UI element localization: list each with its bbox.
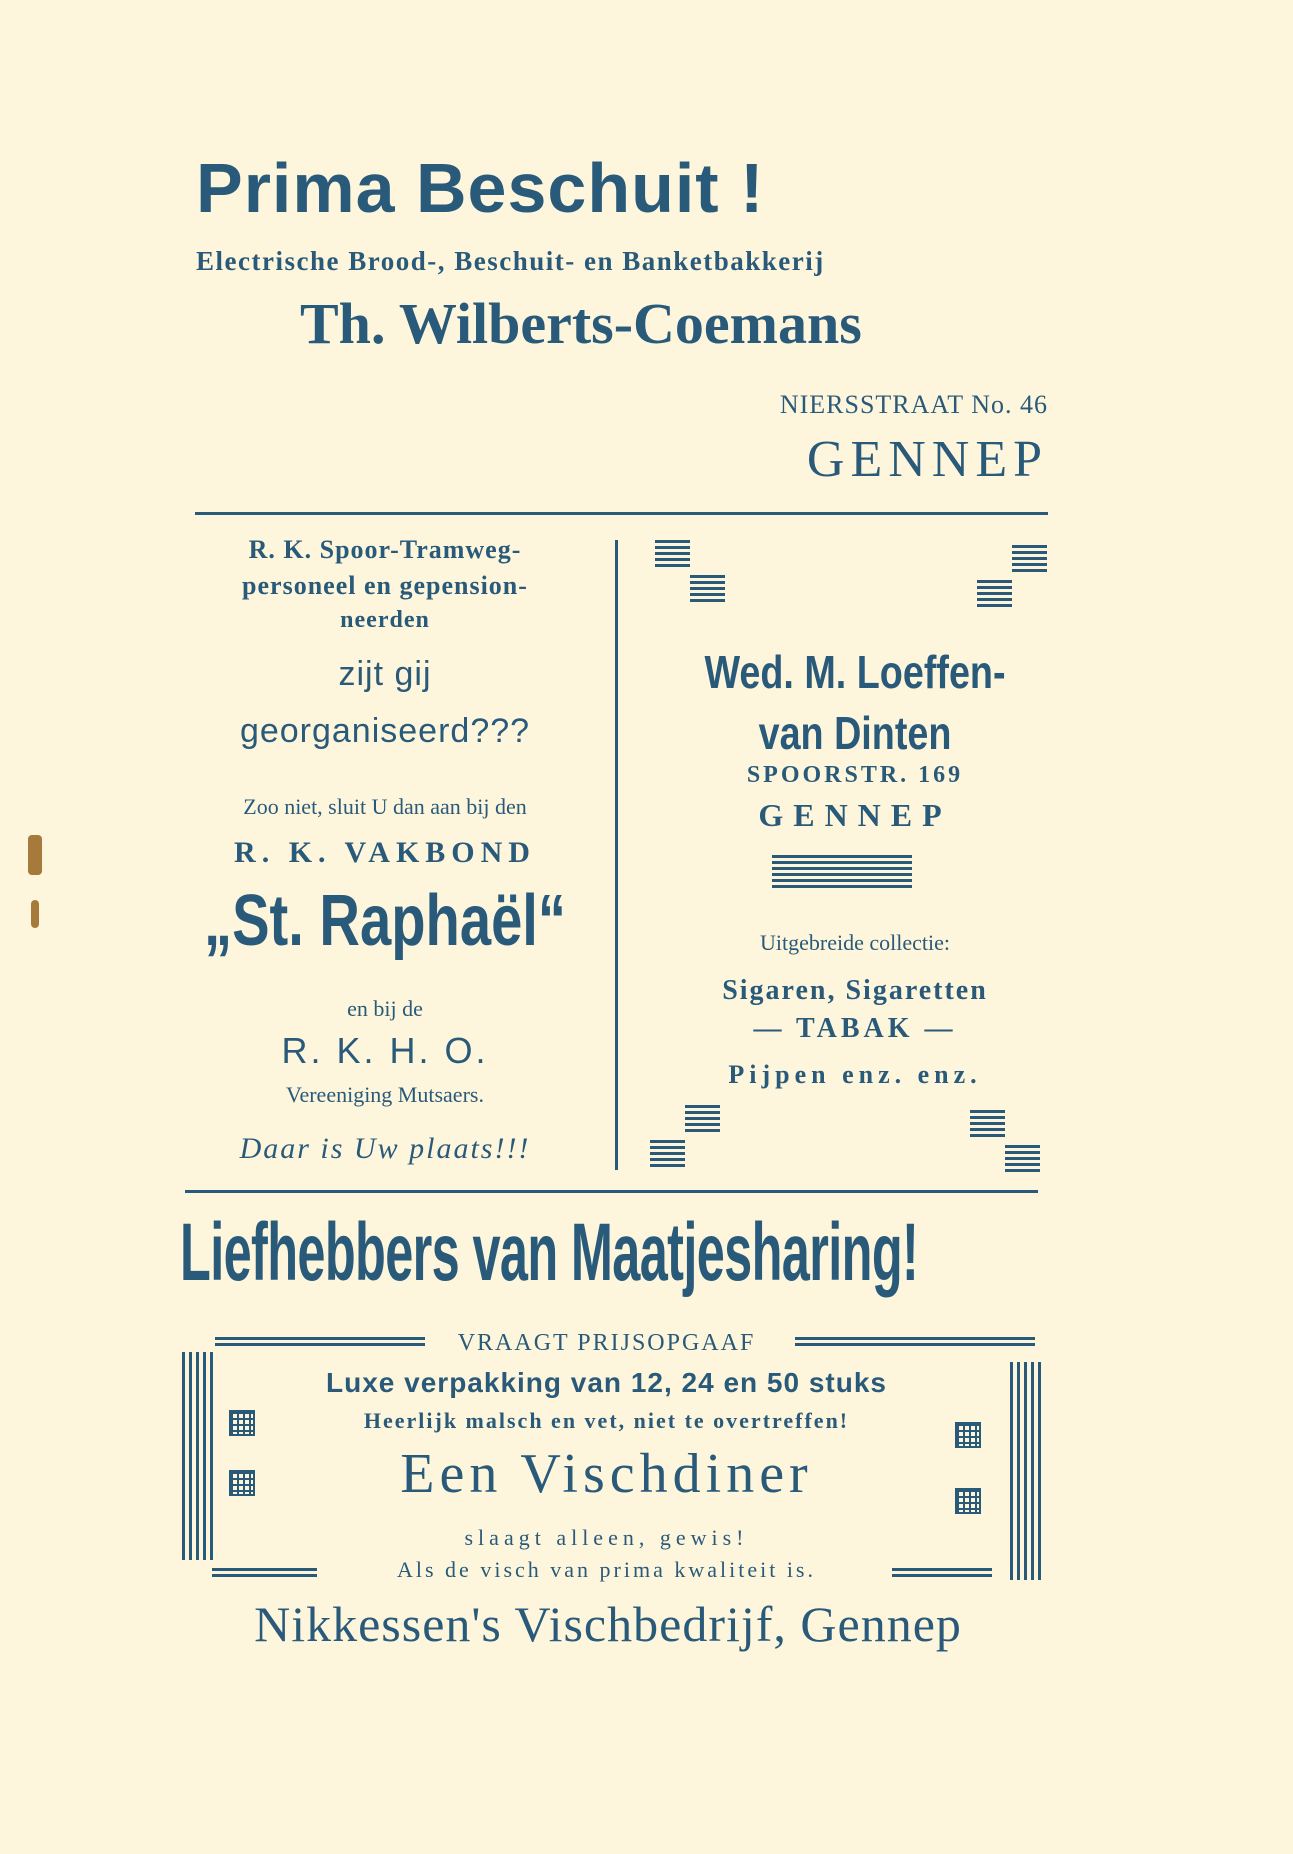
ad4-line6: Als de visch van prima kwaliteit is. (397, 1557, 816, 1582)
ad2-line12: Daar is Uw plaats!!! (239, 1132, 531, 1165)
ad3-item3: Pijpen enz. enz. (728, 1060, 982, 1089)
ornament-bars (690, 575, 725, 605)
ad4-line4: Een Vischdiner (400, 1443, 813, 1505)
ornament-bars (655, 540, 690, 570)
ad2-line1: R. K. Spoor-Tramweg- (248, 535, 522, 564)
ad2-line9: en bij de (347, 996, 423, 1021)
ornament-bars (685, 1105, 720, 1135)
ad1-address: NIERSSTRAAT No. 46 (779, 390, 1048, 419)
ornament-bars (977, 580, 1012, 610)
ad4-line3: Heerlijk malsch en vet, niet te overtreffen! (363, 1408, 850, 1433)
ornament-bars (650, 1140, 685, 1170)
ad4-footer: Nikkessen's Vischbedrijf, Gennep (254, 1596, 962, 1652)
ad3-item1: Sigaren, Sigaretten (722, 975, 988, 1006)
ad3-item2: — TABAK — (753, 1013, 957, 1044)
ad4-line1: VRAAGT PRIJSOPGAAF (457, 1330, 756, 1356)
section-divider (185, 1190, 1038, 1193)
ad2-line11: Vereeniging Mutsaers. (286, 1082, 484, 1107)
ad3-collection-label: Uitgebreide collectie: (760, 930, 950, 955)
ad4-line2: Luxe verpakking van 12, 24 en 50 stuks (326, 1367, 887, 1398)
ornament-bars (772, 855, 912, 891)
ad4-headline: Liefhebbers van Maatjesharing! (180, 1207, 919, 1298)
frame-bottom-right (892, 1574, 992, 1577)
frame-bottom-right (892, 1568, 992, 1571)
ad3-name2: van Dinten (758, 707, 952, 759)
ad2-line3: neerden (340, 607, 430, 633)
ad1-town: GENNEP (806, 431, 1048, 488)
ad3-town: GENNEP (758, 797, 952, 833)
ad2-line6: Zoo niet, sluit U dan aan bij den (243, 794, 527, 819)
ad1-business-name: Th. Wilberts-Coemans (300, 291, 862, 356)
binding-staple-mark (28, 835, 42, 875)
ornament-bars (970, 1110, 1005, 1140)
section-divider (195, 512, 1048, 515)
ad2-line4: zijt gij (338, 655, 432, 693)
ornament-bars (1005, 1145, 1040, 1175)
ad2-line10: R. K. H. O. (281, 1030, 489, 1071)
ad2-line2: personeel en gepension- (242, 571, 528, 600)
ad2-line7: R. K. VAKBOND (234, 836, 536, 869)
column-divider (615, 540, 618, 1170)
ad3-name1: Wed. M. Loeffen- (704, 646, 1006, 698)
ad3-address: SPOORSTR. 169 (746, 762, 964, 788)
ornament-bars (1012, 545, 1047, 575)
ad1-subline: Electrische Brood-, Beschuit- en Banketbakkerij (196, 246, 825, 276)
ad4-line5: slaagt alleen, gewis! (464, 1525, 749, 1550)
ad2-line5: georganiseerd??? (239, 712, 531, 750)
ad1-headline: Prima Beschuit ! (196, 149, 765, 227)
binding-staple-mark (31, 900, 39, 928)
ad2-line8: „St. Raphaël“ (203, 881, 566, 961)
